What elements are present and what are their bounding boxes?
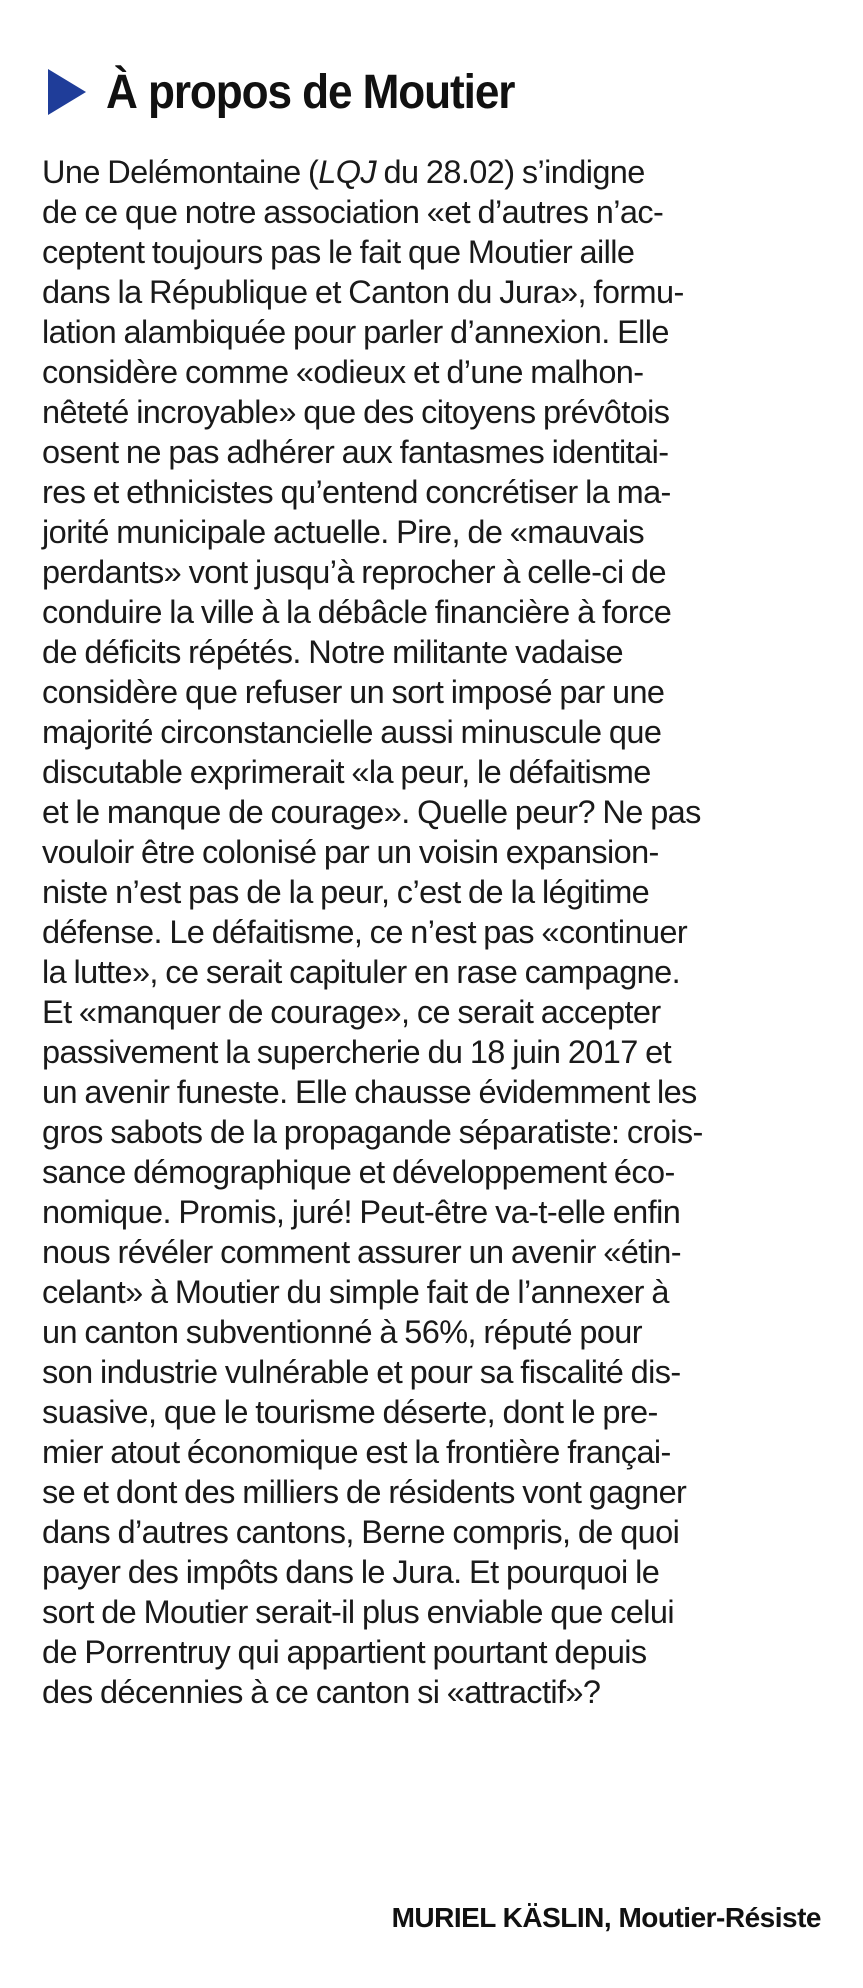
article-line: discutable exprimerait «la peur, le défaitisme [42,754,651,790]
article-body [42,152,832,1712]
article-line: de ce que notre association «et d’autres n’ac- [42,194,664,230]
article-line: dans la République et Canton du Jura», formu- [42,274,684,310]
article-line: un avenir funeste. Elle chausse évidemment les [42,1074,697,1110]
article-header [48,62,550,122]
article-line: et le manque de courage». Quelle peur? Ne pas [42,794,701,830]
article-line: des décennies à ce canton si «attractif»? [42,1674,601,1710]
article-line: suasive, que le tourisme déserte, dont le pre- [42,1394,658,1430]
article-line: de déficits répétés. Notre militante vadaise [42,634,623,670]
article-line: nomique. Promis, juré! Peut-être va-t-elle enfin [42,1194,681,1230]
article-line: lation alambiquée pour parler d’annexion. Elle [42,314,669,350]
article-line: passivement la supercherie du 18 juin 2017 et [42,1034,672,1070]
article-line: jorité municipale actuelle. Pire, de «mauvais [42,514,645,550]
article-line: osent ne pas adhérer aux fantasmes identitai- [42,434,669,470]
article-line: ceptent toujours pas le fait que Moutier aille [42,234,635,270]
article-line: nous révéler comment assurer un avenir «étin- [42,1234,681,1270]
article-line: la lutte», ce serait capituler en rase campagne. [42,954,681,990]
article-line: sort de Moutier serait-il plus enviable que celui [42,1594,674,1630]
first-line-end: du 28.02) s’indigne [376,154,645,190]
triangle-right-icon [48,69,86,115]
article-line: perdants» vont jusqu’à reprocher à celle-ci de [42,554,667,590]
article-line: se et dont des milliers de résidents vont gagner [42,1474,687,1510]
article-line: Et «manquer de courage», ce serait accepter [42,994,661,1030]
article-line: un canton subventionné à 56%, réputé pour [42,1314,643,1350]
article-line: considère que refuser un sort imposé par une [42,674,665,710]
article-line: vouloir être colonisé par un voisin expansion- [42,834,659,870]
article-line: celant» à Moutier du simple fait de l’annexer à [42,1274,669,1310]
article-line: sance démographique et développement éco- [42,1154,675,1190]
article-line: nêteté incroyable» que des citoyens prévôtois [42,394,670,430]
article-line: conduire la ville à la débâcle financière à force [42,594,672,630]
article-line: dans d’autres cantons, Berne compris, de quoi [42,1514,680,1550]
article-line: défense. Le défaitisme, ce n’est pas «continuer [42,914,688,950]
article-line: considère comme «odieux et d’une malhon- [42,354,644,390]
author-signature: MURIEL KÄSLIN, Moutier-Résiste [391,1902,821,1933]
article-line: niste n’est pas de la peur, c’est de la légitime [42,874,650,910]
article-line: payer des impôts dans le Jura. Et pourquoi le [42,1554,660,1590]
article-line: majorité circonstancielle aussi minuscule que [42,714,662,750]
article-line: de Porrentruy qui appartient pourtant depuis [42,1634,647,1670]
article-line [42,152,832,192]
article-line: mier atout économique est la frontière françai- [42,1434,671,1470]
first-line-start: Une Delémontaine ( [42,154,319,190]
article-title: À propos de Moutier [106,65,515,119]
newspaper-abbreviation: LQJ [318,154,377,190]
article-line: res et ethnicistes qu’entend concrétiser la ma- [42,474,671,510]
article-line: gros sabots de la propagande séparatiste: crois- [42,1114,703,1150]
article-line: son industrie vulnérable et pour sa fiscalité dis- [42,1354,681,1390]
